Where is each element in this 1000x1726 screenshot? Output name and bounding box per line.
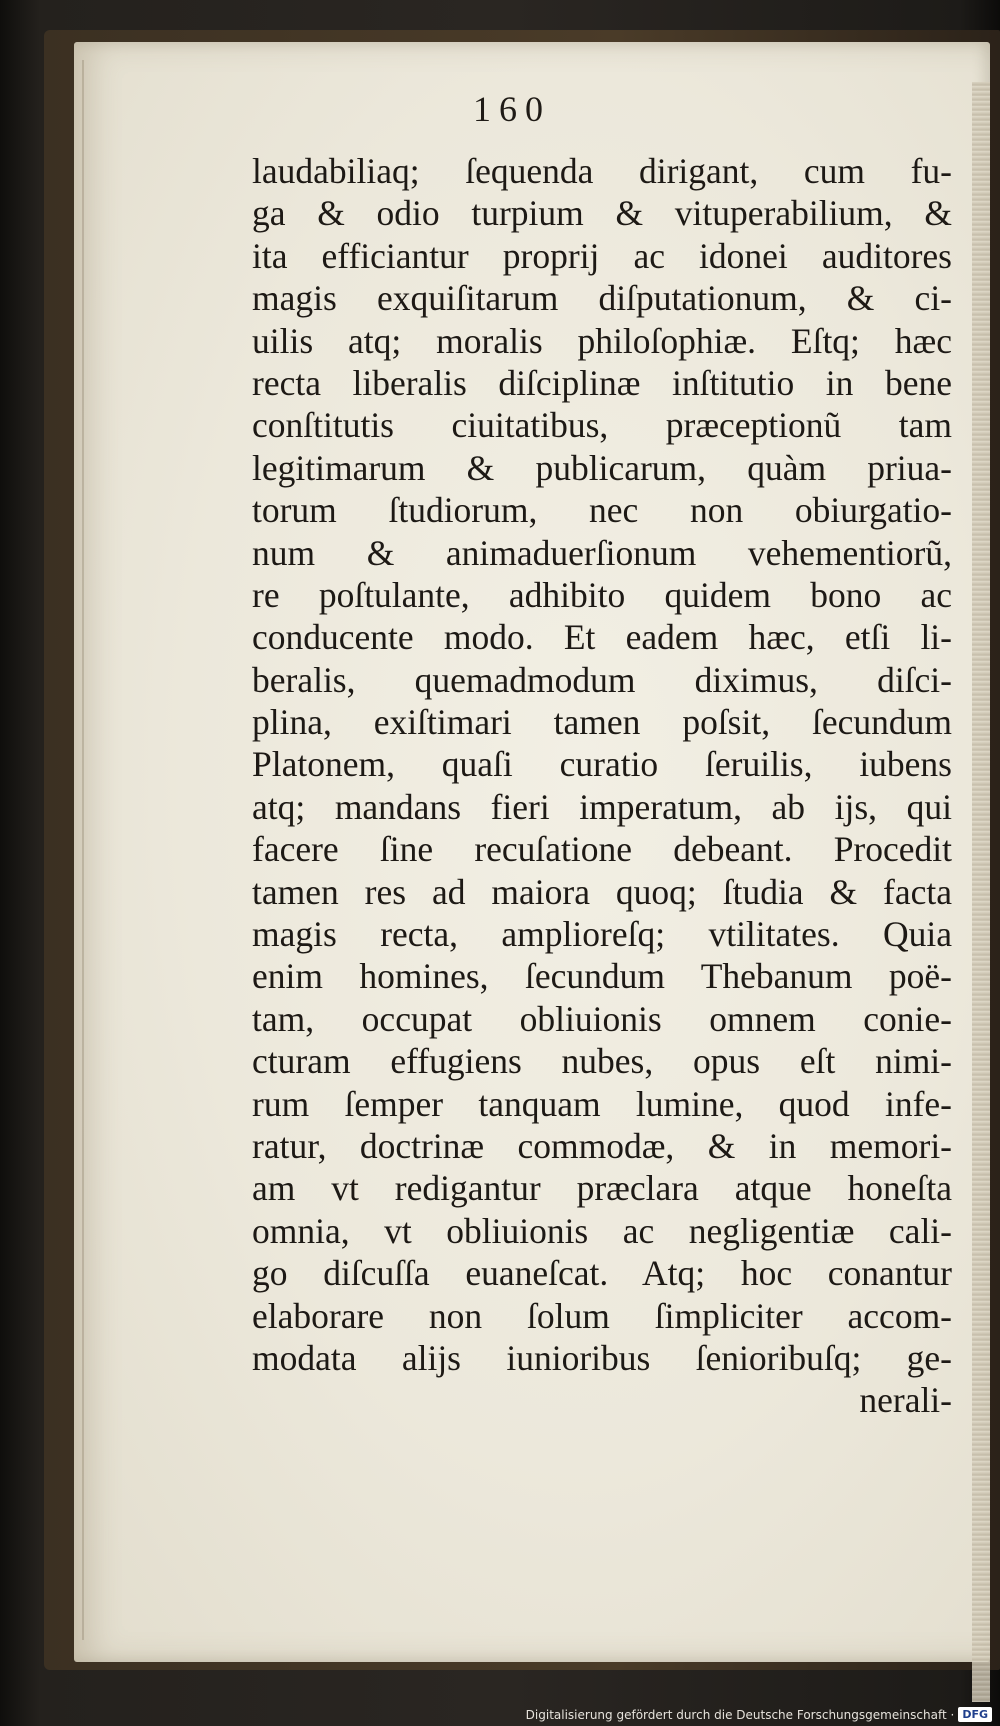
text-line: am vt redigantur præclara atque honeſta [252,1168,952,1209]
text-line: re poſtulante, adhibito quidem bono ac [252,574,952,615]
text-line: conſtitutis ciuitatibus, præceptionũ tam [252,405,952,446]
text-line: modata alijs iunioribus ſenioribuſq; ge- [252,1337,952,1378]
text-line: magis recta, amplioreſq; vtilitates. Quia [252,914,952,955]
text-line: tam, occupat obliuionis omnem conie- [252,998,952,1039]
text-line: ita efficiantur proprij ac idonei auditores [252,235,952,276]
text-line: magis exquiſitarum diſputationum, & ci- [252,278,952,319]
text-line: tamen res ad maiora quoq; ſtudia & facta [252,871,952,912]
text-line: go diſcuſſa euaneſcat. Atq; hoc conantur [252,1253,952,1294]
text-line: uilis atq; moralis philoſophiæ. Eſtq; hæc [252,320,952,361]
dfg-logo-icon: DFG [958,1707,992,1722]
text-line: omnia, vt obliuionis ac negligentiæ cali- [252,1210,952,1251]
text-line: Platonem, quaſi curatio ſeruilis, iubens [252,744,952,785]
digitization-credit [526,1707,992,1722]
text-line: num & animaduerſionum vehementiorũ, [252,532,952,573]
text-line: plina, exiſtimari tamen poſsit, ſecundum [252,702,952,743]
text-line: facere ſine recuſatione debeant. Procedit [252,829,952,870]
body-text [252,150,952,1422]
text-line: torum ſtudiorum, nec non obiurgatio- [252,490,952,531]
page-gutter [82,60,84,1640]
text-line: elaborare non ſolum ſimpliciter accom- [252,1295,952,1336]
text-line: nerali- [859,1380,952,1421]
text-line: cturam effugiens nubes, opus eſt nimi- [252,1041,952,1082]
text-line: conducente modo. Et eadem hæc, etſi li- [252,617,952,658]
text-line: enim homines, ſecundum Thebanum poë- [252,956,952,997]
text-line: atq; mandans fieri imperatum, ab ijs, qui [252,786,952,827]
text-line: rum ſemper tanquam lumine, quod infe- [252,1083,952,1124]
text-line: beralis, quemadmodum diximus, diſci- [252,659,952,700]
credit-text: Digitalisierung gefördert durch die Deutsche Forschungsgemeinschaft · [525,1707,955,1722]
text-line: ga & odio turpium & vituperabilium, & [252,193,952,234]
text-line: laudabiliaq; ſequenda dirigant, cum fu- [252,151,952,191]
text-line: legitimarum & publicarum, quàm priua- [252,447,952,488]
text-line: recta liberalis diſciplinæ inſtitutio in bene [252,362,952,403]
text-line: ratur, doctrinæ commodæ, & in memori- [252,1125,952,1166]
page-number: 160 [473,89,551,129]
page-edge-stack [972,82,990,1702]
